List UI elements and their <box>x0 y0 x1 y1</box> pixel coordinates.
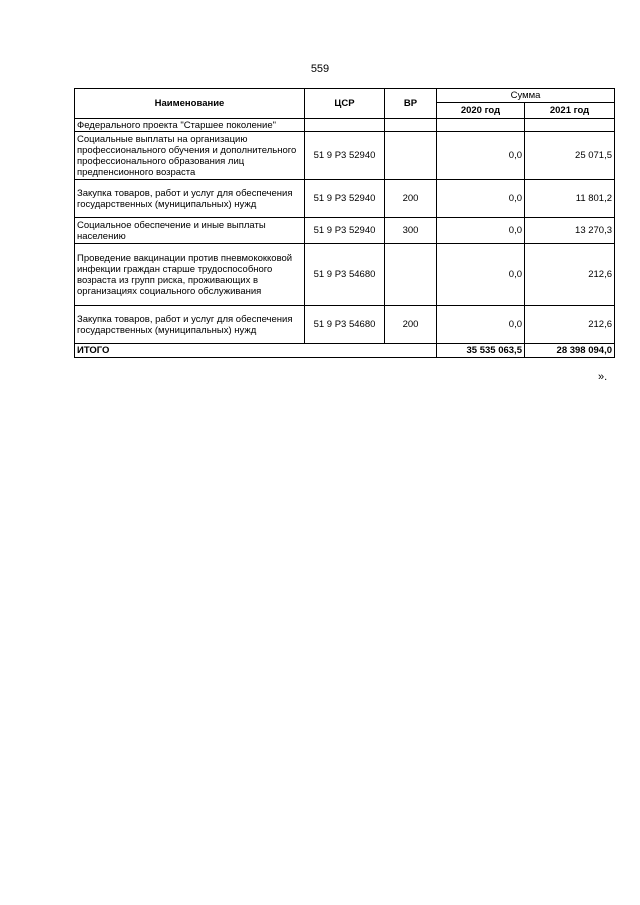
row-csr: 51 9 P3 54680 <box>305 244 385 306</box>
row-value-2020: 0,0 <box>437 132 525 180</box>
total-row <box>75 344 615 358</box>
project-name: Федерального проекта "Старшее поколение" <box>75 119 305 132</box>
row-vr: 200 <box>385 180 437 218</box>
closing-quote-mark: ». <box>598 371 608 383</box>
row-value-2021: 13 270,3 <box>525 218 615 244</box>
row-value-2020: 0,0 <box>437 306 525 344</box>
row-value-2021: 11 801,2 <box>525 180 615 218</box>
table-row <box>75 180 615 218</box>
budget-table <box>74 88 615 358</box>
total-label: ИТОГО <box>75 344 437 358</box>
row-csr: 51 9 P3 52940 <box>305 218 385 244</box>
total-value-2021: 28 398 094,0 <box>525 344 615 358</box>
total-value-2020: 35 535 063,5 <box>437 344 525 358</box>
table-row <box>75 306 615 344</box>
header-year-2021: 2021 год <box>525 103 615 119</box>
row-value-2020: 0,0 <box>437 244 525 306</box>
header-sum: Сумма <box>437 89 615 103</box>
page-number: 559 <box>310 63 330 75</box>
row-vr: 200 <box>385 306 437 344</box>
row-name: Закупка товаров, работ и услуг для обеспечения государственных (муниципальных) нужд <box>75 180 305 218</box>
row-name: Социальное обеспечение и иные выплаты населению <box>75 218 305 244</box>
header-vr: ВР <box>385 89 437 119</box>
table-row <box>75 244 615 306</box>
row-value-2021: 25 071,5 <box>525 132 615 180</box>
row-value-2021: 212,6 <box>525 244 615 306</box>
row-value-2020: 0,0 <box>437 180 525 218</box>
row-value-2020: 0,0 <box>437 218 525 244</box>
row-csr: 51 9 P3 52940 <box>305 180 385 218</box>
row-vr <box>385 244 437 306</box>
row-vr <box>385 132 437 180</box>
table-row <box>75 119 615 132</box>
header-year-2020: 2020 год <box>437 103 525 119</box>
row-name: Проведение вакцинации против пневмококковой инфекции граждан старше трудоспособного возраста из групп риска, проживающих в организациях социального обслуживания <box>75 244 305 306</box>
row-csr: 51 9 P3 52940 <box>305 132 385 180</box>
row-name: Закупка товаров, работ и услуг для обеспечения государственных (муниципальных) нужд <box>75 306 305 344</box>
table-row <box>75 132 615 180</box>
row-vr: 300 <box>385 218 437 244</box>
header-csr: ЦСР <box>305 89 385 119</box>
row-name: Социальные выплаты на организацию профессионального обучения и дополнительного профессионального образования лиц предпенсионного возраста <box>75 132 305 180</box>
table-row <box>75 218 615 244</box>
row-csr: 51 9 P3 54680 <box>305 306 385 344</box>
row-value-2021: 212,6 <box>525 306 615 344</box>
header-name: Наименование <box>75 89 305 119</box>
